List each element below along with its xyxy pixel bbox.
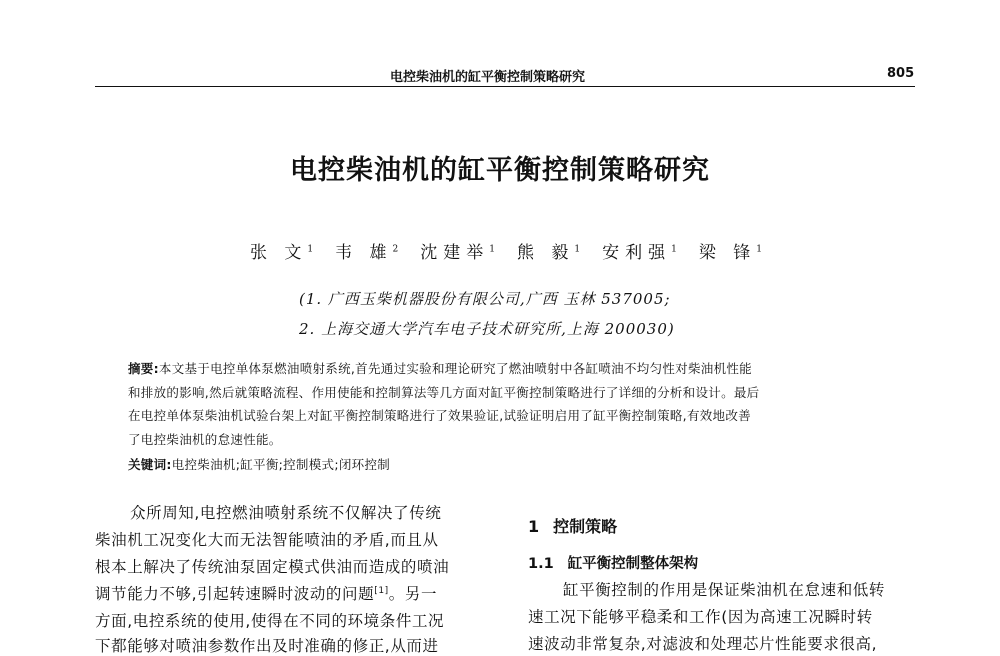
author: 韦 雄$^2$ — [335, 243, 399, 263]
abstract-line: 摘要:本文基于电控单体泵燃油喷射系统,首先通过实验和理论研究了燃油喷射中各缸喷油不均匀性对柴油机性能 — [128, 361, 752, 376]
keywords-line — [128, 455, 390, 473]
header-rule — [95, 86, 915, 87]
affiliation: 2. 上海交通大学汽车电子技术研究所,上海 200030) — [299, 320, 675, 338]
paper-title: 电控柴油机的缸平衡控制策略研究 — [290, 155, 710, 186]
affiliation: (1. 广西玉柴机器股份有限公司,广西 玉林 537005; — [299, 290, 671, 308]
abstract-line: 和排放的影响,然后就策略流程、作用使能和控制算法等几方面对缸平衡控制策略进行了详细的分析和设计。最后 — [128, 385, 760, 400]
body-line: 速波动非常复杂,对滤波和处理芯片性能要求很高, — [528, 635, 878, 653]
keywords-label: 关键词: — [128, 457, 172, 472]
subsection-heading: 1.1 缸平衡控制整体架构 — [528, 556, 699, 572]
body-line: 根本上解决了传统油泵固定模式供油而造成的喷油 — [95, 558, 450, 576]
author: 梁 锋$^1$ — [698, 243, 763, 263]
author: 张 文$^1$ — [250, 243, 314, 263]
abstract-line: 了电控柴油机的怠速性能。 — [128, 432, 282, 447]
body-line: 缸平衡控制的作用是保证柴油机在怠速和低转 — [563, 581, 886, 599]
author: 沈建举$^1$ — [420, 243, 496, 263]
author-list — [250, 238, 784, 263]
author: 安利强$^1$ — [602, 243, 677, 263]
section-heading: 1 控制策略 — [528, 517, 618, 536]
keywords-text: 电控柴油机;缸平衡;控制模式;闭环控制 — [171, 457, 391, 472]
author: 熊 毅$^1$ — [517, 243, 581, 263]
body-line: 速工况下能够平稳柔和工作(因为高速工况瞬时转 — [528, 608, 873, 626]
body-line: 调节能力不够,引起转速瞬时波动的问题[1]。另一 — [95, 585, 438, 603]
citation: [1] — [374, 585, 389, 596]
page-number: 805 — [887, 66, 915, 81]
running-title: 电控柴油机的缸平衡控制策略研究 — [390, 70, 586, 85]
abstract-label: 摘要: — [128, 361, 159, 376]
body-line: 下都能够对喷油参数作出及时准确的修正,从而进 — [95, 637, 439, 655]
body-line: 众所周知,电控燃油喷射系统不仅解决了传统 — [130, 504, 442, 522]
body-line: 柴油机工况变化大而无法智能喷油的矛盾,而且从 — [95, 531, 439, 549]
body-line: 方面,电控系统的使用,使得在不同的环境条件工况 — [95, 612, 445, 630]
abstract-line: 在电控单体泵柴油机试验台架上对缸平衡控制策略进行了效果验证,试验证明启用了缸平衡控制策略,有效地改善 — [128, 408, 751, 423]
